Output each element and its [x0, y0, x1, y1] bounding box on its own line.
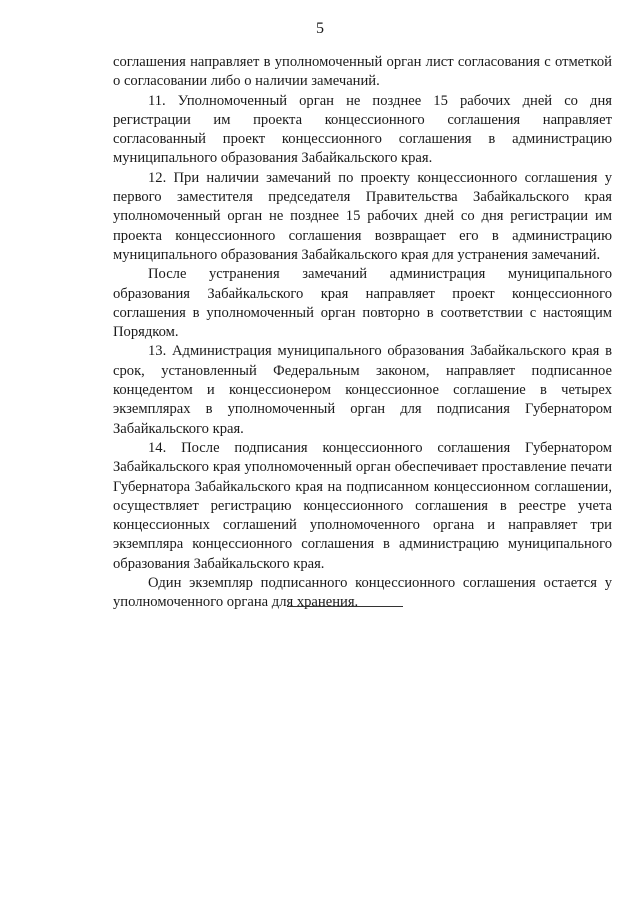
- paragraph-after-corrections: После устранения замечаний администрация муниципального образования Забайкальского края направляет проект концессионного соглашения в уполномоченный орган повторно в соответствии с настоящим Порядком.: [113, 266, 612, 341]
- end-divider: [287, 606, 403, 607]
- paragraph-item-13: 13. Администрация муниципального образования Забайкальского края в срок, установленный Федеральным законом, направляет подписанное концедентом и концессионером концессионное соглашение в четырех экземплярах в уполномоченный орган для подписания Губернатором Забайкальского края.: [113, 343, 612, 437]
- paragraph-item-14: 14. После подписания концессионного соглашения Губернатором Забайкальского края уполномоченный орган обеспечивает проставление печати Губернатора Забайкальского края на подписанном концессионном соглашении, осуществляет регистрацию концессионного соглашения в реестре учета концессионных соглашений уполномоченного органа и направляет три экземпляра концессионного соглашения в администрацию муниципального образования Забайкальского края.: [113, 439, 612, 572]
- document-body: [113, 53, 612, 613]
- paragraph-item-11: 11. Уполномоченный орган не позднее 15 рабочих дней со дня регистрации им проекта концессионного соглашения направляет согласованный проект концессионного соглашения в администрацию муниципального образования Забайкальского края.: [113, 92, 612, 167]
- paragraph-item-12: 12. При наличии замечаний по проекту концессионного соглашения у первого заместителя председателя Правительства Забайкальского края уполномоченный орган не позднее 15 рабочих дней со дня регистрации им проекта концессионного соглашения возвращает его в администрацию муниципального образования Забайкальского края для устранения замечаний.: [113, 169, 612, 263]
- paragraph-one-copy: Один экземпляр подписанного концессионного соглашения остается у уполномоченного органа для хранения.: [113, 575, 612, 611]
- page-number: 5: [316, 20, 324, 37]
- paragraph-continuation: соглашения направляет в уполномоченный орган лист согласования с отметкой о согласовании либо о наличии замечаний.: [113, 54, 612, 90]
